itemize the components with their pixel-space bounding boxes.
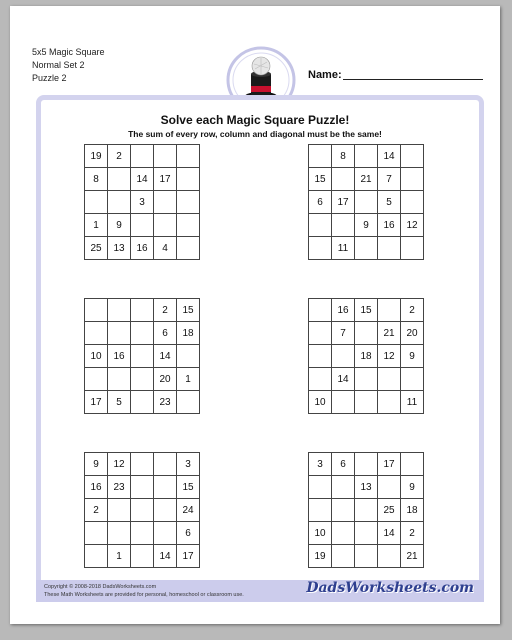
grid-row [85,299,200,322]
empty-cell[interactable] [309,145,332,168]
grid-row [309,299,424,322]
grid-row [309,453,424,476]
empty-cell[interactable] [131,214,154,237]
given-cell: 3 [309,453,332,476]
grid-row [309,391,424,414]
grid-row [85,191,200,214]
given-cell: 10 [309,522,332,545]
empty-cell[interactable] [154,522,177,545]
empty-cell[interactable] [378,237,401,260]
given-cell: 2 [154,299,177,322]
given-cell: 13 [355,476,378,499]
given-cell: 18 [401,499,424,522]
given-cell: 7 [378,168,401,191]
magic-square-2 [308,144,424,260]
given-cell: 21 [378,322,401,345]
given-cell: 12 [108,453,131,476]
empty-cell[interactable] [131,545,154,568]
given-cell: 23 [108,476,131,499]
grid-row [309,545,424,568]
grid-row [85,214,200,237]
magic-square-4 [308,298,424,414]
given-cell: 8 [332,145,355,168]
grid-row [309,499,424,522]
empty-cell[interactable] [108,299,131,322]
instructions-title: Solve each Magic Square Puzzle! [160,113,350,127]
usage-note: These Math Worksheets are provided for personal, homeschool or classroom use. [44,592,244,598]
given-cell: 18 [177,322,200,345]
grid-row [85,145,200,168]
empty-cell[interactable] [378,476,401,499]
empty-cell[interactable] [355,522,378,545]
empty-cell[interactable] [355,191,378,214]
empty-cell[interactable] [177,168,200,191]
given-cell: 1 [108,545,131,568]
given-cell: 2 [401,299,424,322]
given-cell: 13 [108,237,131,260]
empty-cell[interactable] [401,237,424,260]
empty-cell[interactable] [309,237,332,260]
given-cell: 15 [309,168,332,191]
given-cell: 3 [131,191,154,214]
given-cell: 17 [378,453,401,476]
empty-cell[interactable] [131,322,154,345]
empty-cell[interactable] [177,345,200,368]
empty-cell[interactable] [131,145,154,168]
empty-cell[interactable] [154,499,177,522]
empty-cell[interactable] [355,322,378,345]
given-cell: 14 [332,368,355,391]
empty-cell[interactable] [177,391,200,414]
given-cell: 15 [177,476,200,499]
empty-cell[interactable] [85,191,108,214]
given-cell: 6 [309,191,332,214]
empty-cell[interactable] [309,322,332,345]
grid-row [309,237,424,260]
magic-square-1 [84,144,200,260]
given-cell: 9 [401,476,424,499]
given-cell: 14 [154,345,177,368]
given-cell: 18 [355,345,378,368]
worksheet-meta [32,46,105,85]
given-cell: 3 [177,453,200,476]
given-cell: 10 [85,345,108,368]
given-cell: 25 [85,237,108,260]
empty-cell[interactable] [177,145,200,168]
grid-row [85,168,200,191]
empty-cell[interactable] [401,453,424,476]
empty-cell[interactable] [332,545,355,568]
given-cell: 10 [309,391,332,414]
empty-cell[interactable] [154,453,177,476]
grid-row [85,391,200,414]
given-cell: 6 [332,453,355,476]
given-cell: 17 [85,391,108,414]
given-cell: 15 [177,299,200,322]
empty-cell[interactable] [85,522,108,545]
empty-cell[interactable] [355,391,378,414]
given-cell: 9 [401,345,424,368]
grid-row [85,545,200,568]
given-cell: 24 [177,499,200,522]
given-cell: 12 [401,214,424,237]
empty-cell[interactable] [177,191,200,214]
empty-cell[interactable] [401,368,424,391]
worksheet-page [10,6,500,624]
given-cell: 16 [332,299,355,322]
empty-cell[interactable] [108,322,131,345]
empty-cell[interactable] [108,168,131,191]
given-cell: 9 [85,453,108,476]
grid-row [309,522,424,545]
given-cell: 7 [332,322,355,345]
magic-square-5 [84,452,200,568]
empty-cell[interactable] [378,368,401,391]
given-cell: 5 [378,191,401,214]
grid-row [85,322,200,345]
given-cell: 2 [108,145,131,168]
given-cell: 19 [309,545,332,568]
grid-row [85,237,200,260]
given-cell: 17 [177,545,200,568]
given-cell: 12 [378,345,401,368]
empty-cell[interactable] [309,299,332,322]
empty-cell[interactable] [355,145,378,168]
empty-cell[interactable] [401,168,424,191]
grid-row [85,476,200,499]
footer-band [36,580,484,602]
empty-cell[interactable] [85,368,108,391]
given-cell: 1 [85,214,108,237]
grid-row [309,368,424,391]
magic-square-3 [84,298,200,414]
name-label: Name: [308,69,342,81]
empty-cell[interactable] [131,476,154,499]
given-cell: 25 [378,499,401,522]
empty-cell[interactable] [332,168,355,191]
grid-row [85,522,200,545]
given-cell: 6 [177,522,200,545]
grid-row [309,322,424,345]
empty-cell[interactable] [108,522,131,545]
grid-row [309,345,424,368]
grid-row [309,145,424,168]
given-cell: 14 [378,145,401,168]
empty-cell[interactable] [355,499,378,522]
empty-cell[interactable] [309,499,332,522]
grid-row [309,168,424,191]
empty-cell[interactable] [154,191,177,214]
given-cell: 2 [401,522,424,545]
empty-cell[interactable] [309,214,332,237]
worksheet-set: Normal Set 2 [32,60,85,70]
name-field-line[interactable] [343,79,483,80]
empty-cell[interactable] [355,237,378,260]
empty-cell[interactable] [332,522,355,545]
empty-cell[interactable] [355,545,378,568]
given-cell: 9 [108,214,131,237]
given-cell: 21 [401,545,424,568]
given-cell: 4 [154,237,177,260]
grid-row [309,214,424,237]
given-cell: 21 [355,168,378,191]
empty-cell[interactable] [131,345,154,368]
empty-cell[interactable] [177,214,200,237]
instructions-subtitle: The sum of every row, column and diagonal must be the same! [128,129,382,139]
worksheet-type: 5x5 Magic Square [32,47,105,57]
empty-cell[interactable] [131,299,154,322]
empty-cell[interactable] [309,345,332,368]
empty-cell[interactable] [85,322,108,345]
given-cell: 20 [154,368,177,391]
given-cell: 16 [378,214,401,237]
given-cell: 17 [332,191,355,214]
given-cell: 16 [131,237,154,260]
brand-logo[interactable]: DadsWorksheets.com [306,580,474,596]
given-cell: 1 [177,368,200,391]
grid-row [309,191,424,214]
empty-cell[interactable] [401,145,424,168]
empty-cell[interactable] [177,237,200,260]
empty-cell[interactable] [378,391,401,414]
given-cell: 9 [355,214,378,237]
copyright-text: Copyright © 2008-2018 DadsWorksheets.com [44,584,157,590]
empty-cell[interactable] [85,299,108,322]
given-cell: 5 [108,391,131,414]
grid-row [85,345,200,368]
given-cell: 14 [154,545,177,568]
given-cell: 19 [85,145,108,168]
worksheet-puzzle-number: Puzzle 2 [32,73,67,83]
empty-cell[interactable] [332,476,355,499]
empty-cell[interactable] [108,499,131,522]
empty-cell[interactable] [332,391,355,414]
given-cell: 11 [332,237,355,260]
empty-cell[interactable] [309,368,332,391]
given-cell: 23 [154,391,177,414]
empty-cell[interactable] [85,545,108,568]
empty-cell[interactable] [108,191,131,214]
empty-cell[interactable] [131,453,154,476]
empty-cell[interactable] [332,214,355,237]
given-cell: 20 [401,322,424,345]
empty-cell[interactable] [355,368,378,391]
empty-cell[interactable] [108,368,131,391]
given-cell: 17 [154,168,177,191]
empty-cell[interactable] [332,345,355,368]
given-cell: 15 [355,299,378,322]
given-cell: 14 [131,168,154,191]
empty-cell[interactable] [378,545,401,568]
grid-row [309,476,424,499]
grid-row [85,499,200,522]
empty-cell[interactable] [309,476,332,499]
given-cell: 16 [85,476,108,499]
empty-cell[interactable] [131,368,154,391]
empty-cell[interactable] [131,499,154,522]
grid-row [85,368,200,391]
empty-cell[interactable] [378,299,401,322]
empty-cell[interactable] [154,145,177,168]
empty-cell[interactable] [154,476,177,499]
magic-square-6 [308,452,424,568]
given-cell: 2 [85,499,108,522]
empty-cell[interactable] [355,453,378,476]
empty-cell[interactable] [154,214,177,237]
empty-cell[interactable] [332,499,355,522]
given-cell: 11 [401,391,424,414]
given-cell: 8 [85,168,108,191]
empty-cell[interactable] [401,191,424,214]
empty-cell[interactable] [131,391,154,414]
given-cell: 6 [154,322,177,345]
empty-cell[interactable] [131,522,154,545]
grid-row [85,453,200,476]
given-cell: 14 [378,522,401,545]
given-cell: 16 [108,345,131,368]
